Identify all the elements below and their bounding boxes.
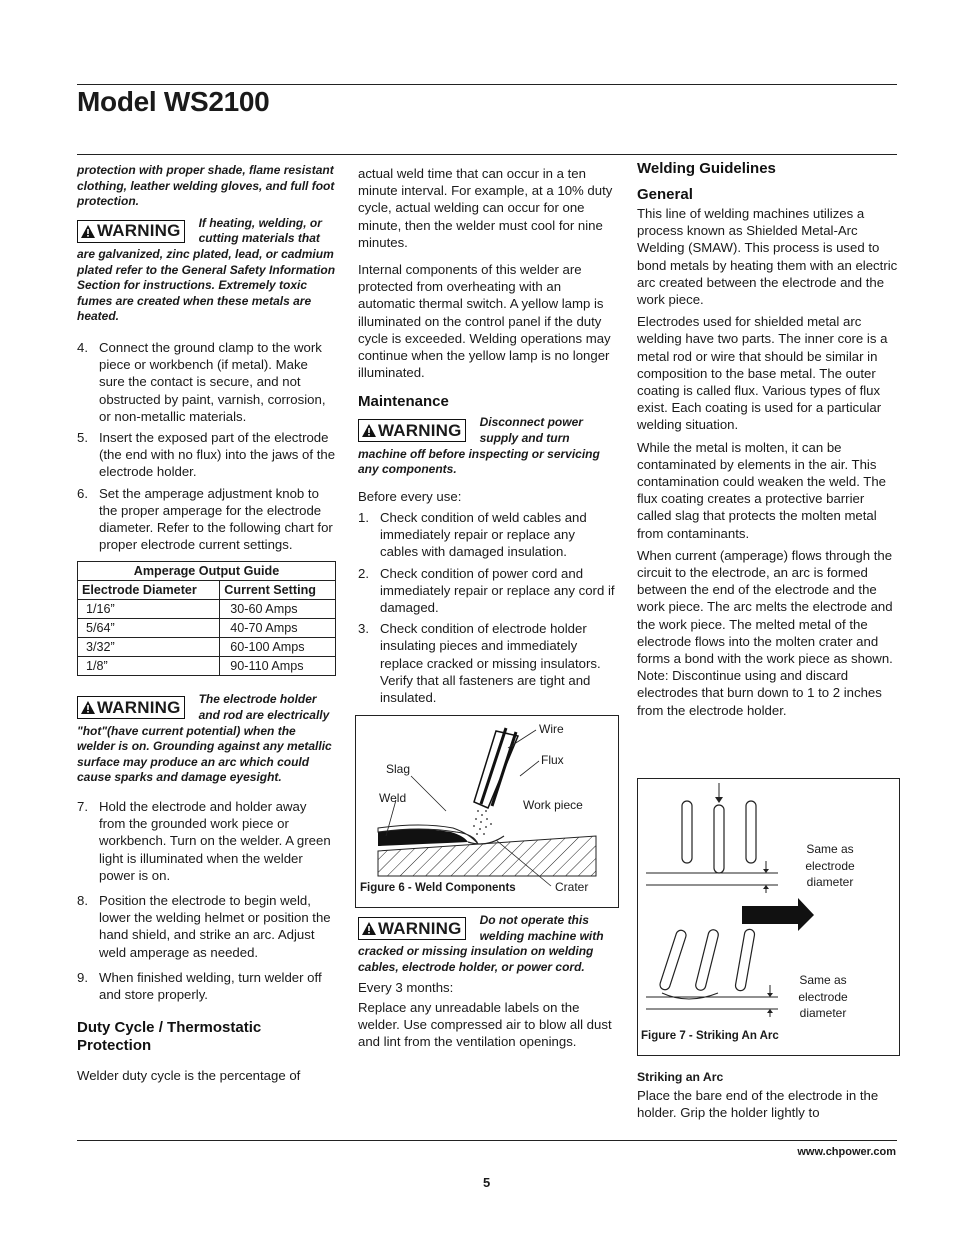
warning-label: WARNING: [378, 421, 462, 441]
every-3-months-text: Every 3 months:: [358, 980, 454, 996]
striking-arc-text: Place the bare end of the electrode in the holder. Grip the holder lightly to: [637, 1088, 879, 1121]
welding-guidelines-heading: Welding Guidelines: [637, 160, 776, 177]
steps-list-a: [77, 339, 336, 553]
table-title: Amperage Output Guide: [78, 562, 336, 581]
before-use-text: Before every use:: [358, 488, 462, 504]
title-rule: [77, 154, 897, 155]
general-subheading: General: [637, 186, 693, 203]
column-2-lower: [358, 913, 616, 1050]
general-paragraph-2: Electrodes used for shielded metal arc welding have two parts. The inner core is a metal rod or wire that should be similar in composition to the base metal. The outer coating is called flux. Various types of flux exist. Each coating is used for a particular welding situation.: [637, 314, 888, 433]
label-slag: Slag: [386, 762, 411, 776]
warning-text: Do not operate this welding machine with cracked or missing insulation on welding cables, electrode holder, or power cord.: [358, 913, 604, 974]
warning-text: The electrode holder and rod are electrically "hot"(have current potential) when the welder is on. Grounding against any metallic surface may produce an arc which could cause sparks and damage eyesight.: [77, 692, 332, 785]
duty-cycle-continued: actual weld time that can occur in a ten minute interval. For example, at a 10% duty cycle, actual welding can occur for one minute, then the welder must cool for nine minutes.: [358, 166, 613, 250]
column-3-lower: [637, 1069, 899, 1122]
checks-list: [358, 509, 616, 706]
warning-text: Disconnect power supply and turn machine off before inspecting or servicing any components.: [358, 415, 600, 477]
amperage-table: [77, 561, 336, 676]
list-item: 3. Check condition of electrode holder insulating pieces and immediately replace cracked or missing insulators. Verify that all fasteners are tight and insulated.: [358, 621, 601, 706]
list-item: 8. Position the electrode to begin weld, lower the welding helmet or position the hand shield, and strike an arc. Adjust weld amperage as needed.: [77, 892, 331, 960]
column-3: [637, 160, 899, 719]
warning-block-operate: [358, 913, 616, 975]
warning-badge: [358, 419, 466, 442]
figure-7-striking-an-arc: [637, 778, 900, 1056]
warning-triangle-icon: [80, 224, 96, 239]
list-item: 1. Check condition of weld cables and immediately repair or replace any cables with damaged insulation.: [358, 510, 587, 560]
duty-cycle-text: Welder duty cycle is the percentage of: [77, 1068, 301, 1084]
warning-label: WARNING: [97, 221, 181, 241]
header-rule: [77, 84, 897, 85]
list-item: 2. Check condition of power cord and immediately repair or replace any cord if damaged.: [358, 565, 615, 616]
label-same-as-diameter-top: Same as electrode diameter: [805, 842, 855, 889]
warning-label: WARNING: [97, 698, 181, 718]
warning-badge: [77, 696, 185, 719]
label-work-piece: Work piece: [523, 798, 583, 812]
table-row: 1/16” 30-60 Amps: [78, 600, 336, 619]
list-item: 9. When finished welding, turn welder off and store properly.: [77, 969, 322, 1002]
list-item: 5. Insert the exposed part of the electrode (the end with no flux) into the jaws of the electrode holder.: [77, 429, 336, 480]
internal-components-text: Internal components of this welder are protected from overheating with an automatic thermal switch. A yellow lamp is illuminated on the control panel if the duty cycle is exceeded. Welding operations may continue when the yellow lamp is no longer illuminated.: [358, 262, 611, 381]
page-title: Model WS2100: [77, 86, 270, 117]
figure-7-caption: Figure 7 - Striking An Arc: [641, 1030, 779, 1042]
footer-rule: [77, 1140, 897, 1141]
label-crater: Crater: [555, 880, 589, 894]
maintenance-heading: Maintenance: [358, 393, 449, 411]
page-number: 5: [483, 1175, 491, 1190]
figure-6-weld-components: [355, 715, 619, 908]
footer-url: www.chpower.com: [797, 1146, 896, 1158]
table-row: 5/64” 40-70 Amps: [78, 619, 336, 638]
steps-list-b: [77, 798, 336, 1003]
warning-block-electrode: [77, 692, 336, 786]
warning-block-galvanized: [77, 216, 336, 325]
list-item: 4. Connect the ground clamp to the work piece or workbench (if metal). Make sure the contact is secure, and not obstructed by paint, varnish, corrosion, or non-metallic materials.: [77, 339, 326, 424]
warning-triangle-icon: [361, 921, 377, 936]
table-header: Electrode Diameter: [78, 581, 220, 600]
table-header: Current Setting: [220, 581, 336, 600]
list-item: 6. Set the amperage adjustment knob to the proper amperage for the electrode diameter. Refer to the following chart for proper electrode current settings.: [77, 485, 333, 553]
duty-cycle-heading: Duty Cycle / Thermostatic Protection: [77, 1019, 262, 1055]
column-2: [358, 165, 616, 710]
warning-label: WARNING: [378, 918, 462, 938]
warning-text: If heating, welding, or cutting materials that are galvanized, zinc plated, lead, or cadmium plated refer to the General Safety Information Section for instructions. Extremely toxic fumes are created when these metals are heated.: [77, 215, 336, 324]
general-paragraph-1: This line of welding machines utilizes a process known as Shielded Metal-Arc Welding (SMAW). This process is used to bond metals by heating them with an electric arc created between the electrode and the work piece.: [637, 206, 898, 308]
figure-6-caption: Figure 6 - Weld Components: [360, 882, 516, 894]
replace-labels-text: Replace any unreadable labels on the welder. Use compressed air to blow all dust and lint from the ventilation openings.: [358, 999, 612, 1049]
table-row: 1/8” 90-110 Amps: [78, 657, 336, 676]
warning-triangle-icon: [80, 700, 96, 715]
label-weld: Weld: [379, 791, 407, 805]
general-paragraph-4: When current (amperage) flows through the circuit to the electrode, an arc is formed between the end of the electrode and the work piece. The arc melts the electrode and the work piece. The melted metal of the electrode flows into the molten crater and forms a bond with the work piece as shown. Note: Discontinue using and discard electrodes that burn down to 1 to 2 inches from the electrode holder.: [637, 547, 893, 718]
warning-block-disconnect: [358, 415, 616, 477]
label-same-as-diameter-bottom: Same as electrode diameter: [798, 973, 848, 1020]
general-paragraph-3: While the metal is molten, it can be contaminated by elements in the air. This contamination could weaken the weld. The flux coating creates a protective barrier called slag that protects the molten metal from contaminants.: [637, 439, 887, 541]
intro-text: protection with proper shade, flame resistant clothing, leather welding gloves, and full foot protection.: [77, 163, 335, 209]
table-row: 3/32” 60-100 Amps: [78, 638, 336, 657]
warning-triangle-icon: [361, 423, 377, 438]
list-item: 7. Hold the electrode and holder away from the grounded work piece or workbench. Turn on the welder. A green light is illuminated when the welder power is on.: [77, 798, 331, 883]
warning-badge: [358, 917, 466, 940]
label-flux: Flux: [541, 753, 564, 767]
striking-arc-heading: Striking an Arc: [637, 1070, 724, 1084]
column-1: [77, 163, 336, 1084]
warning-badge: [77, 220, 185, 243]
label-wire: Wire: [539, 722, 564, 736]
